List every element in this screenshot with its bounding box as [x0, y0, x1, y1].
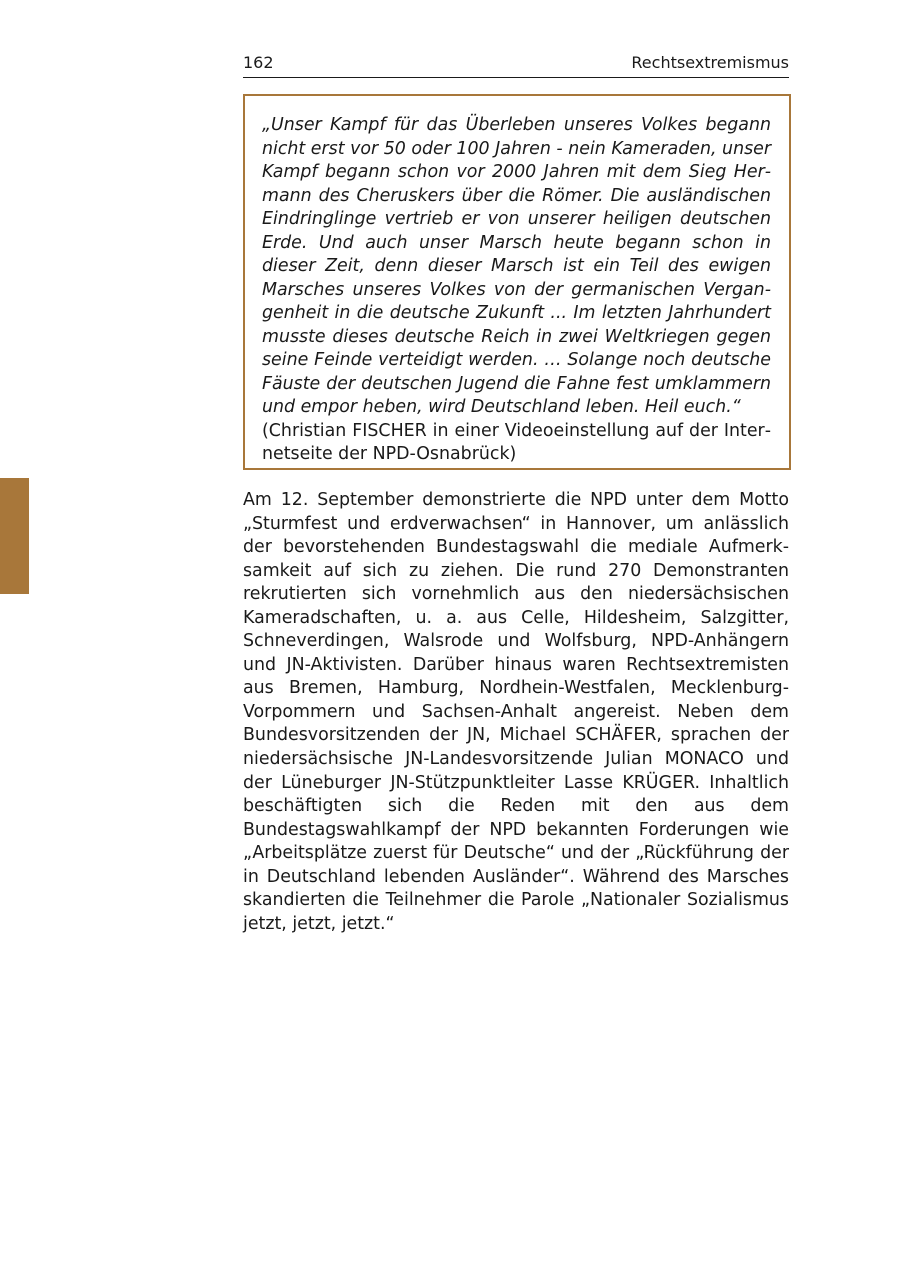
- page-header: [243, 52, 789, 78]
- page-number: 162: [243, 53, 274, 72]
- chapter-tab-marker: [0, 478, 29, 594]
- body-paragraph: Am 12. September demonstrierte die NPD unter dem Motto „Sturmfest und erdverwachsen“ in Hannover, um anlässlich der bevorstehenden Bundestagswahl die mediale Aufmerksamkeit auf sich zu ziehen. Die rund 270 Demonstranten rekrutierten sich vornehmlich aus den niedersächsischen Kameradschaften, u. a. aus Celle, Hildesheim, Salzgitter, Schneverdingen, Walsrode und Wolfsburg, NPD-Anhängern und JN-Aktivisten. Darüber hinaus waren Rechtsextremisten aus Bremen, Hamburg, Nordhein-Westfalen, Mecklenburg-Vorpommern und Sachsen-Anhalt angereist. Neben dem Bundesvorsitzenden der JN, Michael SCHÄFER, sprachen der niedersächsische JN-Landesvorsitzende Julian MONACO und der Lüneburger JN-Stützpunktleiter Lasse KRÜGER. Inhaltlich beschäftigten sich die Reden mit den aus dem Bundestagswahlkampf der NPD bekannten Forderungen wie „Arbeitsplätze zuerst für Deutsche“ und der „Rückführung der in Deutschland lebenden Ausländer“. Während des Marsches skandierten die Teilnehmer die Parole „Nationaler Sozialismus jetzt, jetzt, jetzt.“: [243, 490, 789, 934]
- quote-text: „Unser Kampf für das Überleben unseres Volkes begann nicht erst vor 50 oder 100 Jahren - nein Kameraden, unser Kampf begann schon vor 2000 Jahren mit dem Sieg Hermann des Cheruskers über die Römer. Die ausländischen Eindringlinge vertrieb er von unserer heiligen deutschen Erde. Und auch unser Marsch heute begann schon in dieser Zeit, denn dieser Marsch ist ein Teil des ewigen Marsches unseres Volkes von der germanischen Vergangenheit in die deutsche Zukunft ... Im letzten Jahrhundert musste dieses deutsche Reich in zwei Weltkriegen gegen seine Feinde verteidigt werden. … Solange noch deutsche Fäuste der deutschen Jugend die Fahne fest umklammern und empor heben, wird Deutschland leben. Heil euch.“: [262, 115, 771, 417]
- quote-box: [243, 94, 791, 470]
- quote-source: (Christian FISCHER in einer Videoeinstellung auf der Internetseite der NPD-Osnabrück): [262, 420, 771, 464]
- running-head: Rechtsextremismus: [631, 53, 789, 72]
